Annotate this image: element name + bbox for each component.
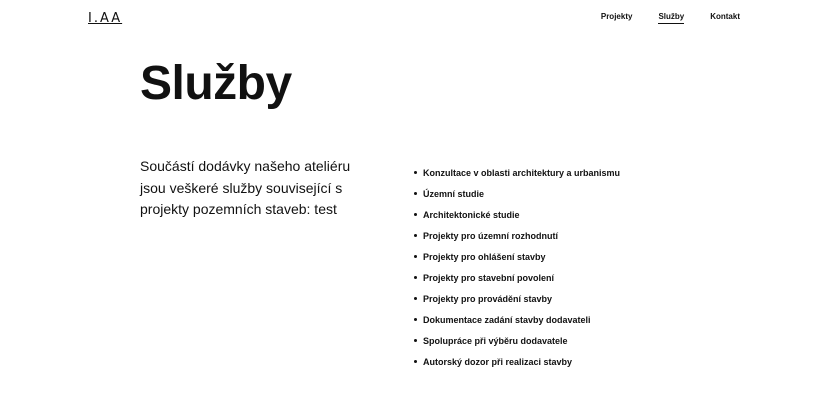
bullet-icon	[414, 213, 417, 216]
bullet-icon	[414, 276, 417, 279]
intro-text: Součástí dodávky našeho ateliéru jsou veškeré služby související s projekty pozemních staveb: test	[140, 158, 351, 217]
service-label: Projekty pro provádění stavby	[423, 293, 553, 304]
service-label: Projekty pro ohlášení stavby	[423, 251, 546, 262]
service-label: Konzultace v oblasti architektury a urbanismu	[423, 167, 621, 178]
service-item	[414, 162, 620, 183]
bullet-icon	[414, 360, 417, 363]
service-label: Autorský dozor při realizaci stavby	[423, 356, 573, 367]
bullet-icon	[414, 297, 417, 300]
service-item	[414, 309, 620, 330]
service-item	[414, 330, 620, 351]
service-item	[414, 288, 620, 309]
bullet-icon	[414, 255, 417, 258]
service-item	[414, 267, 620, 288]
service-item	[414, 204, 620, 225]
bullet-icon	[414, 339, 417, 342]
nav-link-kontakt[interactable]: Kontakt	[710, 12, 740, 21]
service-label: Územní studie	[423, 188, 485, 199]
logo[interactable]: I.AA	[88, 11, 123, 26]
bullet-icon	[414, 192, 417, 195]
service-item	[414, 183, 620, 204]
service-label: Projekty pro územní rozhodnutí	[423, 230, 559, 241]
services-list	[414, 162, 620, 372]
bullet-icon	[414, 171, 417, 174]
page-title: Služby	[140, 57, 292, 110]
main-nav	[601, 12, 740, 24]
service-label: Spolupráce při výběru dodavatele	[423, 335, 568, 346]
service-item	[414, 246, 620, 267]
bullet-icon	[414, 234, 417, 237]
service-label: Architektonické studie	[423, 209, 520, 220]
nav-link-projekty[interactable]: Projekty	[600, 12, 633, 21]
service-item	[414, 225, 620, 246]
bullet-icon	[414, 318, 417, 321]
service-label: Projekty pro stavební povolení	[423, 272, 555, 283]
service-label: Dokumentace zadání stavby dodavateli	[423, 314, 591, 325]
nav-link-sluzby[interactable]: Služby	[658, 12, 684, 24]
service-item	[414, 351, 620, 372]
